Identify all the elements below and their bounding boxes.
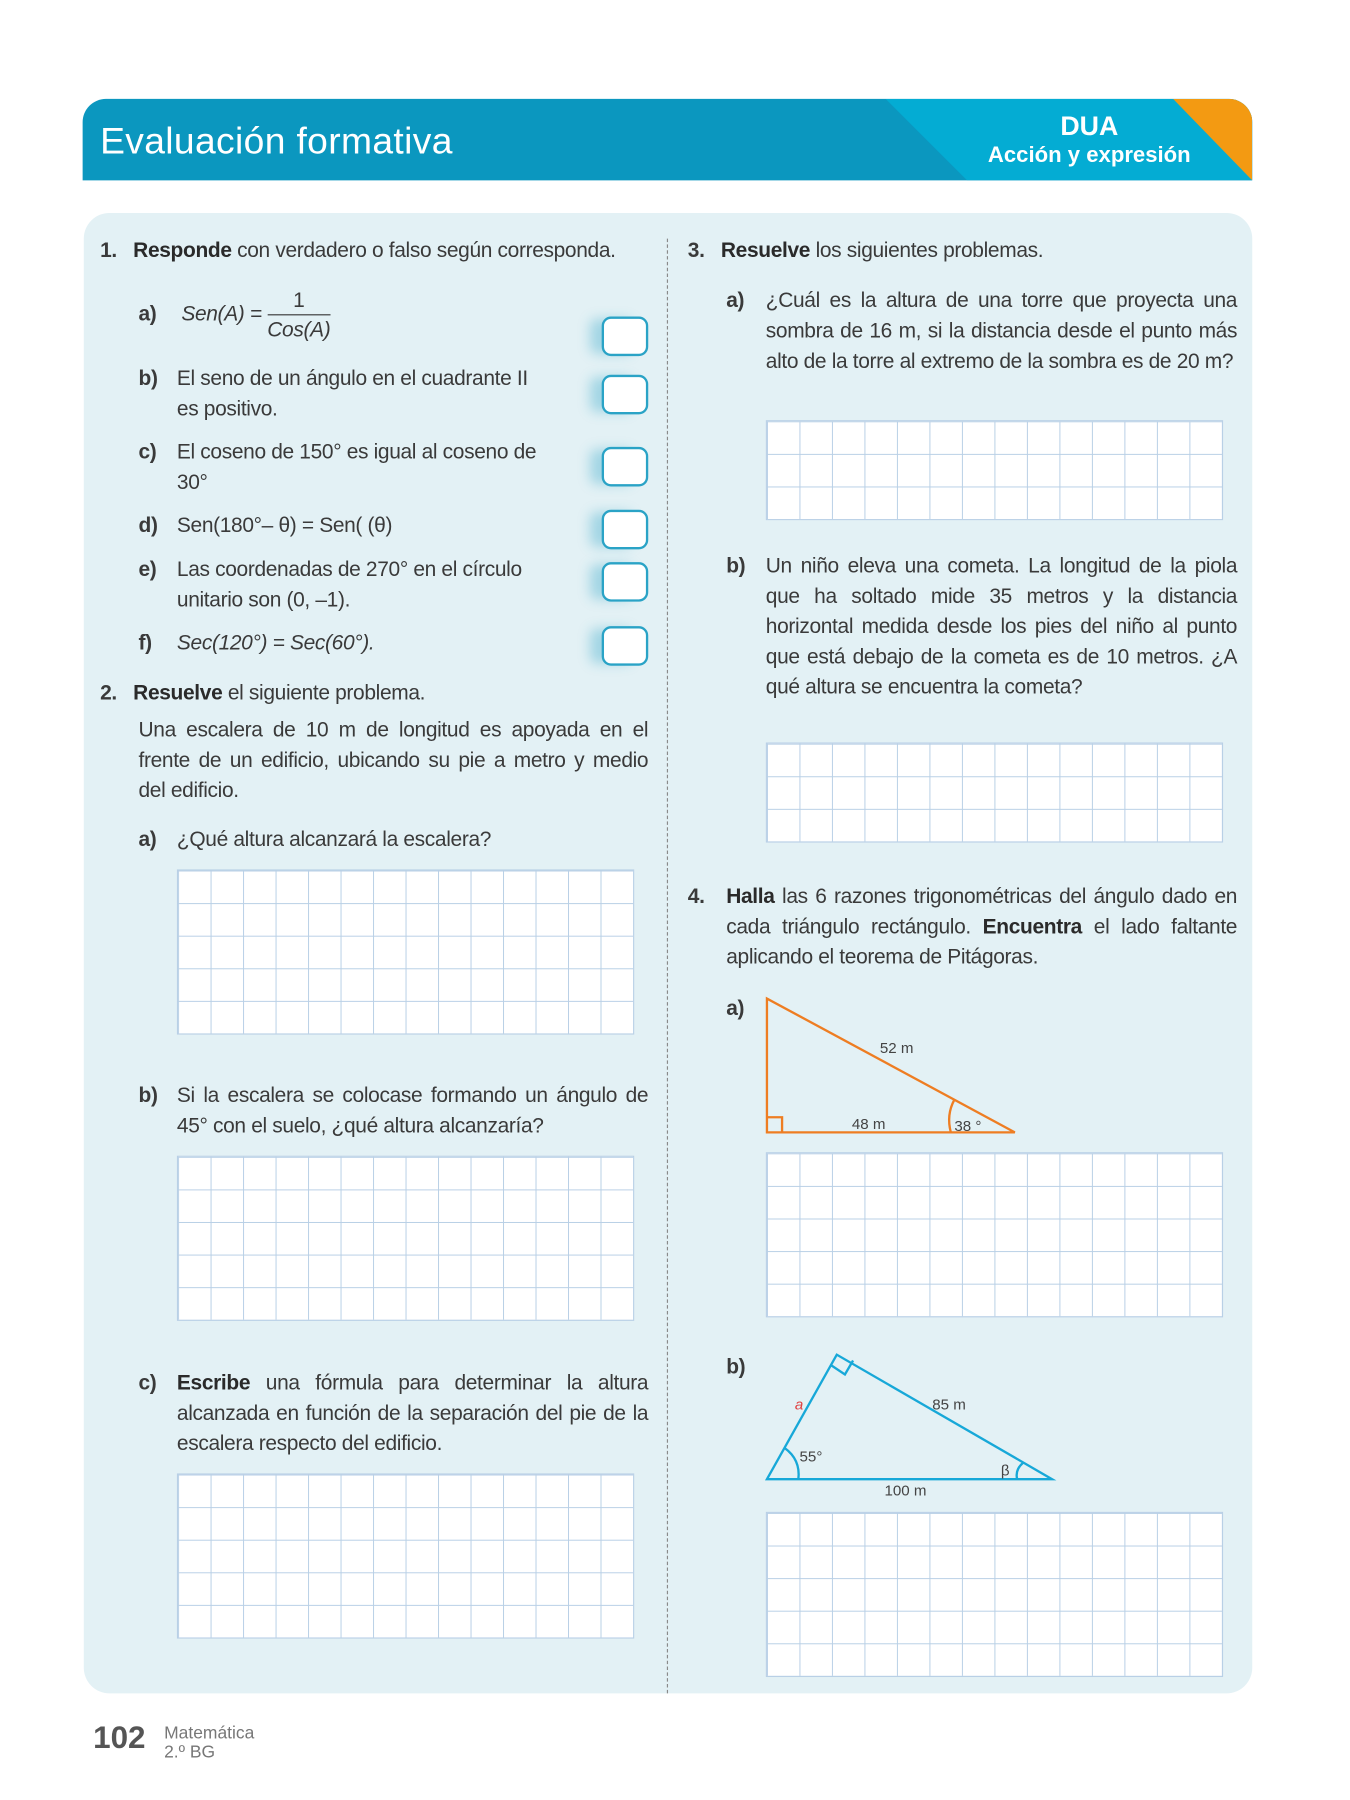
- triangle-a-diagram: [745, 983, 1048, 1146]
- answer-grid-q2b[interactable]: [177, 1156, 634, 1321]
- q2-heading: 2. Resuelve el siguiente problema.: [100, 680, 426, 705]
- label-hypotenuse: 52 m: [879, 1040, 914, 1058]
- dua-badge-title: DUA: [1060, 110, 1119, 141]
- answer-box-a[interactable]: [602, 317, 649, 357]
- dua-badge-subtitle: Acción y expresión: [987, 143, 1191, 168]
- q2-item-c: c) Escribe una fórmula para determinar la altura alcanzada en función de la separación del pie de la escalera respecto del edificio.: [138, 1370, 649, 1455]
- answer-box-f[interactable]: [602, 626, 649, 666]
- answer-grid-q3b[interactable]: [766, 743, 1223, 843]
- triangle-a-shape: [767, 999, 1015, 1136]
- q1-item-c: c) El coseno de 150° es igual al coseno de 30°: [138, 439, 537, 494]
- answer-grid-q2a[interactable]: [177, 869, 634, 1034]
- page-title: Evaluación formativa: [100, 119, 453, 162]
- q2-item-b: b) Si la escalera se colocase formando un ángulo de 45° con el suelo, ¿qué altura alcanzaría?: [138, 1083, 649, 1138]
- q4-item-b-label: b): [726, 1354, 746, 1378]
- column-divider: [667, 239, 668, 1694]
- q1-item-a: a) Sen(A) = $\frac{1}{\text{Cos(A)}}$: [138, 286, 330, 343]
- page-number: 102: [93, 1720, 146, 1756]
- answer-grid-q2c[interactable]: [177, 1473, 634, 1638]
- label-base: 100 m: [884, 1482, 927, 1500]
- answer-box-e[interactable]: [602, 562, 649, 602]
- q4-item-a-label: a): [726, 996, 745, 1020]
- q2-statement: Una escalera de 10 m de longitud es apoyada en el frente de un edificio, ubicando su pie a metro y medio del edificio.: [138, 718, 649, 802]
- answer-grid-q4b[interactable]: [766, 1512, 1223, 1677]
- answer-grid-q3a[interactable]: [766, 420, 1223, 520]
- label-base: 48 m: [851, 1115, 886, 1133]
- answer-box-b[interactable]: [602, 375, 649, 415]
- label-angle: 38 °: [954, 1118, 982, 1136]
- q4-heading: 4. Halla las 6 razones trigonométricas del ángulo dado en cada triángulo rectángulo. Encuentra el lado faltante aplicando el teorema de Pitágoras.: [687, 884, 1238, 969]
- q1-item-f: f) Sec(120°) = Sec(60°).: [138, 630, 375, 655]
- q3-item-b: b) Un niño eleva una cometa. La longitud de la piola que ha soltado mide 35 metros y la distancia horizontal medida desde los pies del niño al punto que está debajo de la cometa es de 10 metros. ¿A qué altura se encuentra la cometa?: [726, 553, 1238, 699]
- q2-item-a: a) ¿Qué altura alcanzará la escalera?: [138, 827, 492, 851]
- label-side-a: a: [794, 1396, 804, 1414]
- footer-subject: Matemática 2.º BG: [164, 1723, 255, 1762]
- right-angle-mark: [767, 1117, 782, 1132]
- label-beta: β: [1000, 1462, 1010, 1480]
- formula-fraction: $\frac{1}{\text{Cos(A)}}$: [267, 286, 330, 343]
- answer-box-d[interactable]: [602, 510, 649, 550]
- angle-arc-55: [784, 1448, 798, 1479]
- label-angle: 55°: [799, 1448, 823, 1466]
- angle-arc-beta: [1017, 1463, 1023, 1479]
- q1-item-e: e) Las coordenadas de 270° en el círculo unitario son (0, –1).: [138, 557, 522, 611]
- q1-item-b: b) El seno de un ángulo en el cuadrante II es positivo.: [138, 366, 528, 421]
- header-banner: [83, 99, 1253, 180]
- answer-box-c[interactable]: [602, 447, 649, 487]
- formula-lhs: Sen(A) =: [181, 301, 262, 325]
- q3-heading: 3. Resuelve los siguientes problemas.: [687, 238, 1044, 262]
- q1-item-d: d) Sen(180°– θ) = Sen( (θ): [138, 513, 393, 537]
- answer-grid-q4a[interactable]: [766, 1152, 1223, 1317]
- q3-item-a: a) ¿Cuál es la altura de una torre que proyecta una sombra de 16 m, si la distancia desde el punto más alto de la torre al extremo de la sombra es de 20 m?: [726, 288, 1238, 373]
- q1-heading: 1. Responde con verdadero o falso según corresponda.: [100, 238, 616, 262]
- triangle-b-diagram: [745, 1338, 1071, 1507]
- label-hypotenuse: 85 m: [932, 1396, 966, 1414]
